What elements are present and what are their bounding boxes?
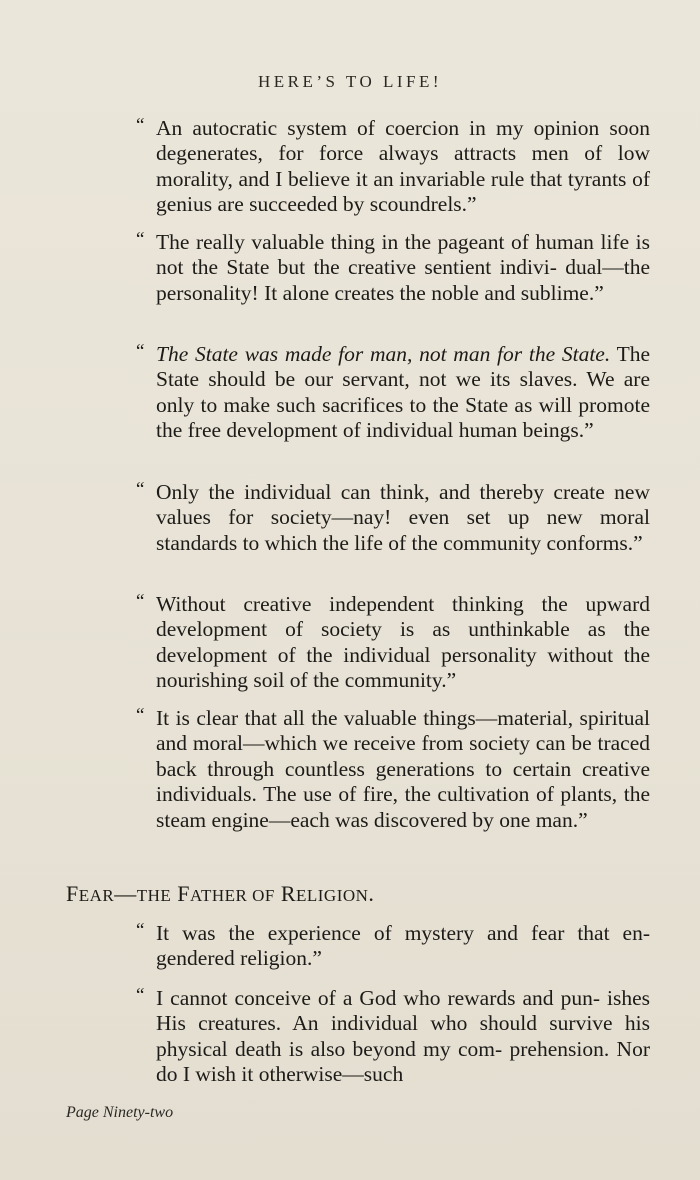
open-quote-mark: “ <box>136 591 145 612</box>
quote-block <box>136 115 650 218</box>
heading-part: . <box>368 881 375 906</box>
quote-text: The State should be our servant, not we its slaves. We are only to make such sacrifices to the State as will promote the free development of individual human beings.” <box>156 342 650 443</box>
heading-part: OF <box>247 886 275 905</box>
heading-part: THE <box>136 886 172 905</box>
open-quote-mark: “ <box>136 479 145 500</box>
open-quote-mark: “ <box>136 229 145 250</box>
heading-part: R <box>274 881 296 906</box>
heading-part: ATHER <box>190 886 248 905</box>
heading-part: EAR <box>78 886 115 905</box>
quote-block <box>136 229 650 306</box>
quote-block <box>136 591 650 694</box>
page-number: Page Ninety-two <box>66 1104 174 1121</box>
quote-block <box>136 705 650 833</box>
heading-part: — <box>114 881 137 906</box>
heading-part: ELIGION <box>296 886 369 905</box>
open-quote-mark: “ <box>136 341 145 362</box>
running-title: HERE’S TO LIFE! <box>257 72 443 91</box>
open-quote-mark: “ <box>136 985 145 1006</box>
quote-text: It was the experience of mystery and fear that en- gendered religion.” <box>156 921 650 971</box>
quote-text: Only the individual can think, and thereby create new values for society—nay! even set up new moral standards to which the life of the community conforms.” <box>156 480 650 555</box>
quote-text: Without creative independent thinking the upward development of society is as unthinkable as the development of the individual personality without the nourishing soil of the community.” <box>156 592 650 693</box>
quote-text: An autocratic system of coercion in my opinion soon degenerates, for force always attracts men of low morality, and I believe it an invariable rule that tyrants of genius are succeeded by scoundrels.” <box>156 116 650 217</box>
open-quote-mark: “ <box>136 920 145 941</box>
section-heading <box>66 881 374 907</box>
heading-part: F <box>171 881 191 906</box>
open-quote-mark: “ <box>136 705 145 726</box>
quote-block <box>136 985 650 1088</box>
quote-block <box>136 920 650 972</box>
open-quote-mark: “ <box>136 115 145 136</box>
quote-text: It is clear that all the valuable things—material, spiritual and moral—which we receive from society can be traced back through countless generations to certain creative individuals. The use of fire, the cultivation of plants, the steam engine—each was discovered by one man.” <box>156 706 650 832</box>
heading-part: F <box>66 881 79 906</box>
quote-text: I cannot conceive of a God who rewards and pun- ishes His creatures. An individual who should survive his physical death is also beyond my com- prehension. Nor do I wish it otherwise—such <box>156 986 650 1087</box>
quote-text: The really valuable thing in the pageant of human life is not the State but the creative sentient indivi- dual—the personality! It alone creates the noble and sublime.” <box>156 230 650 305</box>
quote-block <box>136 341 650 444</box>
quote-text-italic: The State was made for man, not man for the State. <box>156 342 611 366</box>
quote-block <box>136 479 650 556</box>
